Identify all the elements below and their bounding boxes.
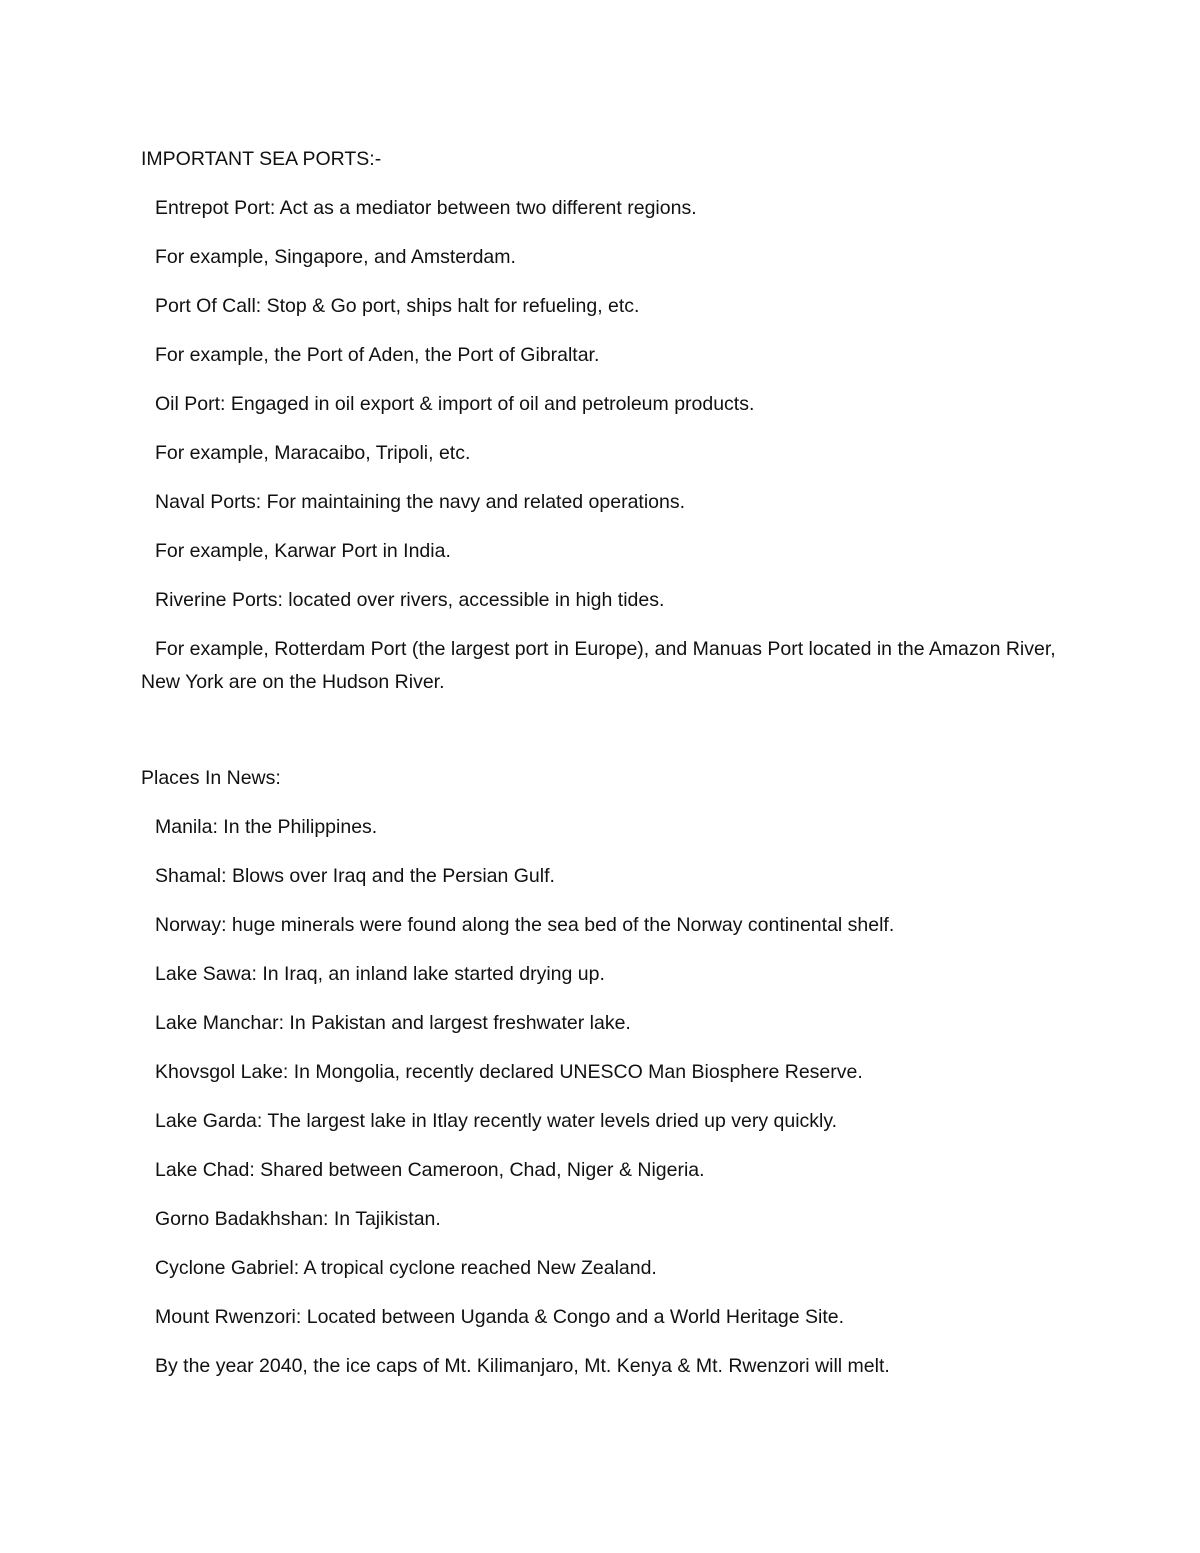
sea-ports-section: [141, 143, 1061, 699]
paragraph: Entrepot Port: Act as a mediator between two different regions.: [155, 197, 697, 219]
paragraph: Lake Chad: Shared between Cameroon, Chad, Niger & Nigeria.: [155, 1159, 705, 1181]
paragraph: Khovsgol Lake: In Mongolia, recently declared UNESCO Man Biosphere Reserve.: [155, 1061, 863, 1083]
paragraph: Manila: In the Philippines.: [155, 816, 378, 838]
paragraph: Lake Manchar: In Pakistan and largest freshwater lake.: [155, 1012, 631, 1034]
paragraph: Naval Ports: For maintaining the navy and related operations.: [155, 491, 686, 513]
paragraph: Shamal: Blows over Iraq and the Persian Gulf.: [155, 865, 555, 887]
paragraph: Mount Rwenzori: Located between Uganda & Congo and a World Heritage Site.: [155, 1306, 845, 1328]
sea-ports-heading: IMPORTANT SEA PORTS:-: [141, 148, 382, 170]
places-in-news-heading: Places In News:: [141, 767, 281, 789]
paragraph: For example, Maracaibo, Tripoli, etc.: [155, 442, 471, 464]
paragraph: For example, the Port of Aden, the Port of Gibraltar.: [155, 344, 600, 366]
paragraph: Lake Sawa: In Iraq, an inland lake started drying up.: [155, 963, 605, 985]
paragraph: For example, Singapore, and Amsterdam.: [155, 246, 516, 268]
places-in-news-section: [141, 762, 1061, 1383]
paragraph: Lake Garda: The largest lake in Itlay recently water levels dried up very quickly.: [155, 1110, 838, 1132]
paragraph: Cyclone Gabriel: A tropical cyclone reached New Zealand.: [155, 1257, 657, 1279]
paragraph: For example, Rotterdam Port (the largest port in Europe), and Manuas Port located in the Amazon River, New York are on the Hudson River.: [141, 638, 1056, 693]
section-spacer: [141, 699, 1061, 762]
paragraph: Port Of Call: Stop & Go port, ships halt for refueling, etc.: [155, 295, 640, 317]
paragraph: For example, Karwar Port in India.: [155, 540, 451, 562]
paragraph: Oil Port: Engaged in oil export & import of oil and petroleum products.: [155, 393, 755, 415]
paragraph: By the year 2040, the ice caps of Mt. Kilimanjaro, Mt. Kenya & Mt. Rwenzori will melt.: [155, 1355, 890, 1377]
paragraph: Riverine Ports: located over rivers, accessible in high tides.: [155, 589, 665, 611]
document-body: [141, 143, 1061, 1383]
paragraph: Norway: huge minerals were found along the sea bed of the Norway continental shelf.: [155, 914, 895, 936]
paragraph: Gorno Badakhshan: In Tajikistan.: [155, 1208, 441, 1230]
